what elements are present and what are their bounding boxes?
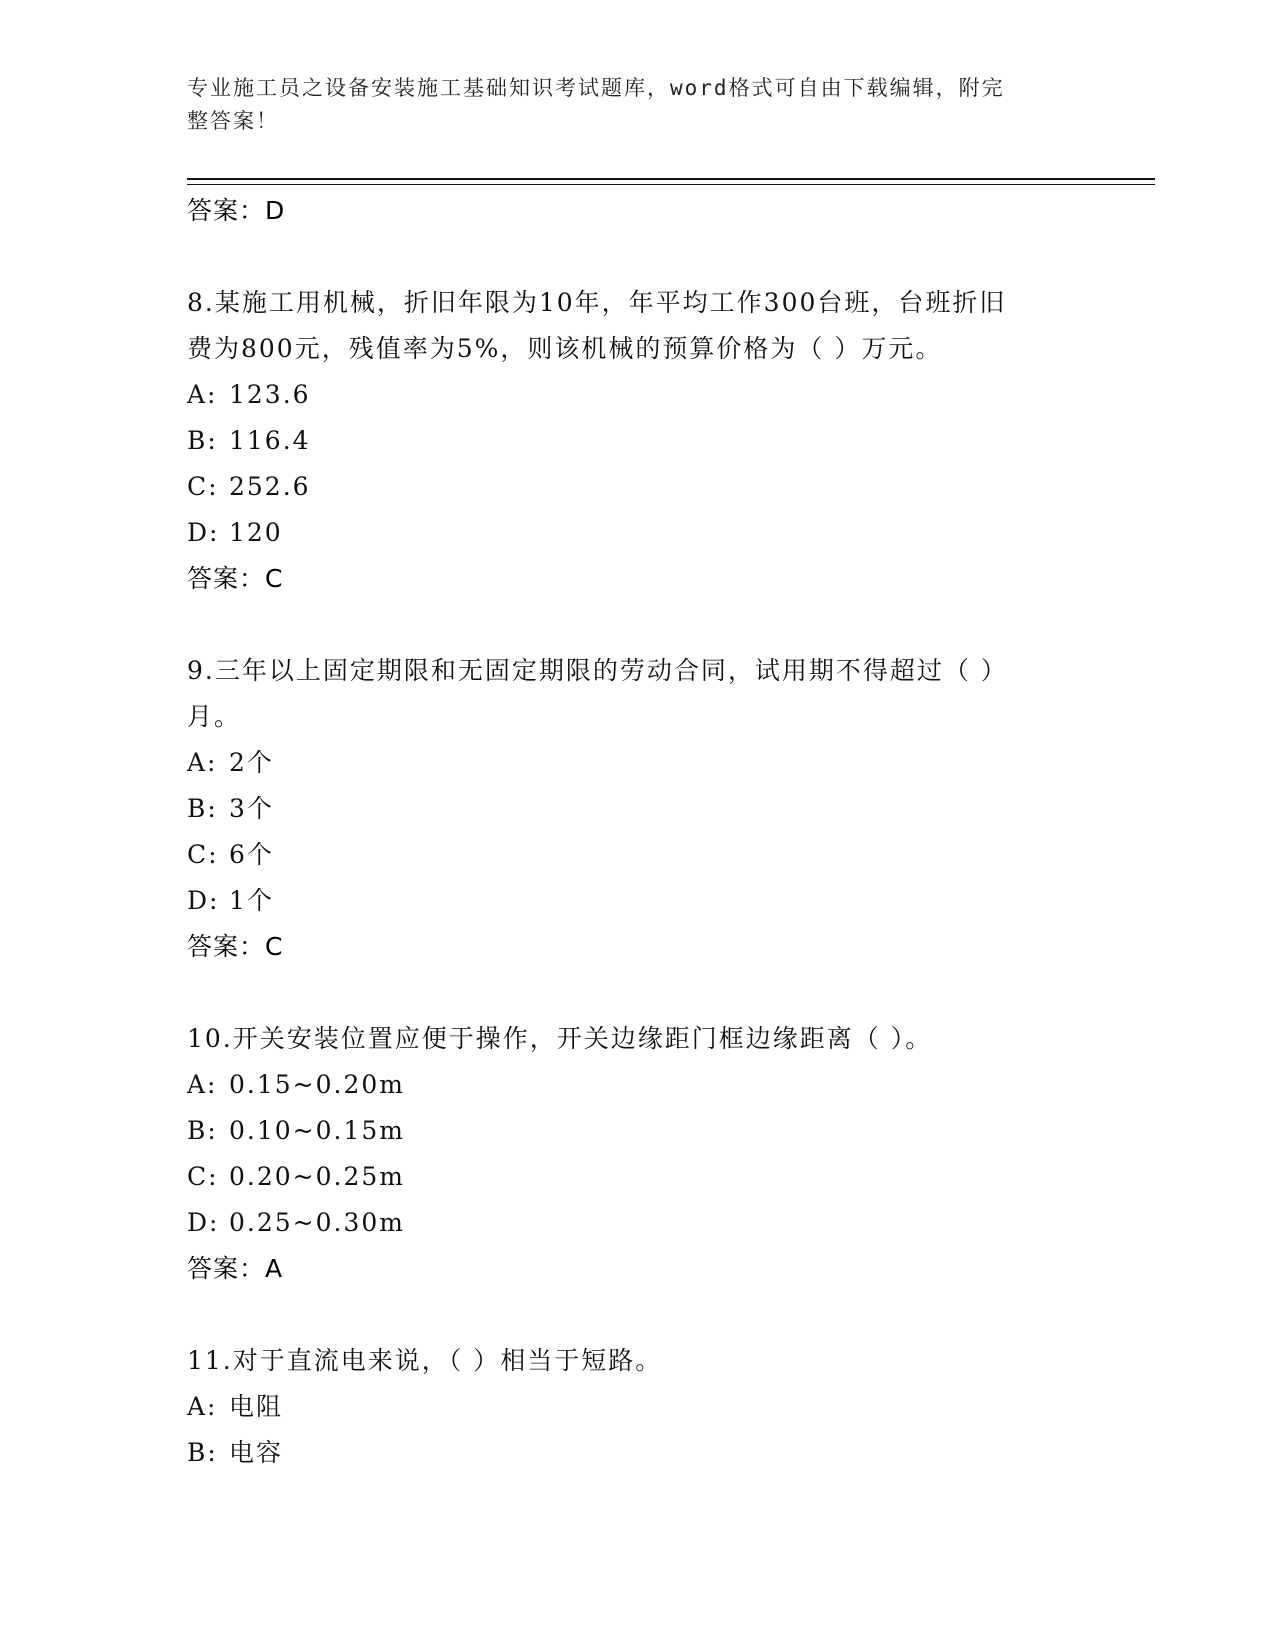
option-text: 3个: [229, 794, 274, 823]
question-9: [187, 648, 1087, 970]
option-d: [187, 1200, 1087, 1246]
question-stem: 8.某施工用机械，折旧年限为10年，年平均工作300台班，台班折旧: [187, 288, 1007, 317]
option-b: [187, 1430, 1087, 1476]
answer-line: 答案：C: [187, 564, 284, 593]
option-letter: B:: [187, 794, 218, 823]
option-a: [187, 372, 1087, 418]
option-c: [187, 832, 1087, 878]
question-10: [187, 1016, 1087, 1292]
spacer: [187, 970, 1087, 1016]
option-a: [187, 1062, 1087, 1108]
option-letter: C:: [187, 1162, 219, 1191]
spacer: [187, 234, 1087, 280]
option-letter: B:: [187, 1116, 218, 1145]
option-text: 1个: [229, 886, 274, 915]
answer-line: 答案：A: [187, 1254, 284, 1283]
header-line-2: 整答案！: [187, 109, 279, 133]
option-a: [187, 740, 1087, 786]
option-text: 电容: [229, 1438, 284, 1467]
option-text: 123.6: [229, 380, 311, 409]
option-b: [187, 786, 1087, 832]
option-c: [187, 464, 1087, 510]
header-divider: [187, 178, 1155, 185]
question-8: [187, 280, 1087, 602]
option-letter: D:: [187, 886, 220, 915]
question-stem: 9.三年以上固定期限和无固定期限的劳动合同，试用期不得超过（ ）: [187, 656, 1008, 685]
question-11: [187, 1338, 1087, 1476]
option-text: 0.25~0.30m: [229, 1208, 405, 1237]
answer-line: 答案：D: [187, 196, 286, 225]
header-line-1: 专业施工员之设备安装施工基础知识考试题库，word格式可自由下载编辑，附完: [187, 76, 1005, 100]
option-text: 252.6: [229, 472, 311, 501]
option-text: 120: [229, 518, 283, 547]
answer-line: 答案：C: [187, 932, 284, 961]
option-letter: B:: [187, 1438, 218, 1467]
question-stem: 费为800元，残值率为5%，则该机械的预算价格为（ ）万元。: [187, 334, 943, 363]
option-b: [187, 1108, 1087, 1154]
option-d: [187, 510, 1087, 556]
option-text: 2个: [229, 748, 274, 777]
spacer: [187, 1292, 1087, 1338]
option-letter: A:: [187, 1392, 218, 1421]
question-stem: 月。: [187, 702, 242, 731]
option-letter: D:: [187, 1208, 220, 1237]
option-text: 0.15~0.20m: [229, 1070, 405, 1099]
document-header: [187, 72, 1077, 138]
question-stem: 10.开关安装位置应便于操作，开关边缘距门框边缘距离（ ）。: [187, 1024, 933, 1053]
option-letter: A:: [187, 380, 218, 409]
option-text: 电阻: [229, 1392, 284, 1421]
spacer: [187, 602, 1087, 648]
option-letter: C:: [187, 472, 219, 501]
option-d: [187, 878, 1087, 924]
option-b: [187, 418, 1087, 464]
option-letter: A:: [187, 748, 218, 777]
option-letter: B:: [187, 426, 218, 455]
question-stem: 11.对于直流电来说，（ ）相当于短路。: [187, 1346, 663, 1375]
option-c: [187, 1154, 1087, 1200]
option-text: 6个: [229, 840, 274, 869]
option-letter: D:: [187, 518, 220, 547]
option-text: 0.20~0.25m: [229, 1162, 405, 1191]
option-letter: C:: [187, 840, 219, 869]
question-list: [187, 188, 1087, 1476]
option-a: [187, 1384, 1087, 1430]
option-letter: A:: [187, 1070, 218, 1099]
option-text: 116.4: [229, 426, 311, 455]
option-text: 0.10~0.15m: [229, 1116, 405, 1145]
